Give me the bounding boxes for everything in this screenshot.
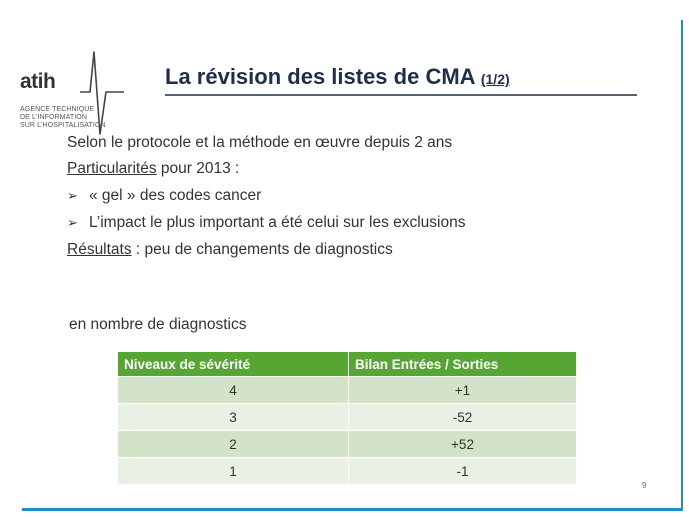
page-number: 9 (642, 481, 647, 490)
body-line-resultats (67, 241, 393, 259)
logo-line-3: SUR L'HOSPITALISATION (20, 122, 106, 129)
slide-title-main: La révision des listes de CMA (165, 64, 475, 89)
balance-cell: +52 (349, 431, 577, 458)
logo-line-2: DE L'INFORMATION (20, 114, 87, 121)
right-border-rule (681, 20, 683, 508)
table-row (118, 431, 577, 458)
header-balance: Bilan Entrées / Sorties (349, 352, 577, 377)
slide-title (165, 64, 510, 90)
body-line-particularites (67, 160, 239, 178)
balance-cell: -1 (349, 458, 577, 485)
resultats-label: Résultats (67, 241, 132, 258)
severity-cell: 3 (118, 404, 349, 431)
bullet-item-2 (67, 214, 466, 232)
balance-cell: -52 (349, 404, 577, 431)
bullet-text-2: L’impact le plus important a été celui sur les exclusions (89, 214, 466, 231)
severity-cell: 1 (118, 458, 349, 485)
particularites-rest: pour 2013 : (156, 160, 240, 177)
title-underline (165, 94, 637, 96)
bottom-border-rule (22, 508, 683, 511)
table-row (118, 458, 577, 485)
logo-wordmark: atih (20, 70, 56, 93)
table-header-row (118, 352, 577, 377)
arrow-bullet-icon: ➢ (67, 215, 78, 230)
table-row (118, 377, 577, 404)
bullet-text-1: « gel » des codes cancer (89, 187, 262, 204)
table-caption: en nombre de diagnostics (69, 316, 247, 333)
arrow-bullet-icon: ➢ (67, 188, 78, 203)
balance-cell: +1 (349, 377, 577, 404)
title-block (165, 64, 637, 96)
slide-title-suffix: (1/2) (480, 71, 510, 87)
severity-table (117, 351, 577, 485)
logo-line-1: AGENCE TECHNIQUE (20, 106, 95, 113)
header-severity-levels: Niveaux de sévérité (118, 352, 349, 377)
particularites-label: Particularités (67, 160, 157, 177)
bullet-item-1 (67, 187, 261, 205)
body-line-protocol: Selon le protocole et la méthode en œuvre depuis 2 ans (67, 134, 453, 151)
resultats-rest: : peu de changements de diagnostics (131, 241, 393, 258)
severity-cell: 4 (118, 377, 349, 404)
severity-cell: 2 (118, 431, 349, 458)
table-row (118, 404, 577, 431)
